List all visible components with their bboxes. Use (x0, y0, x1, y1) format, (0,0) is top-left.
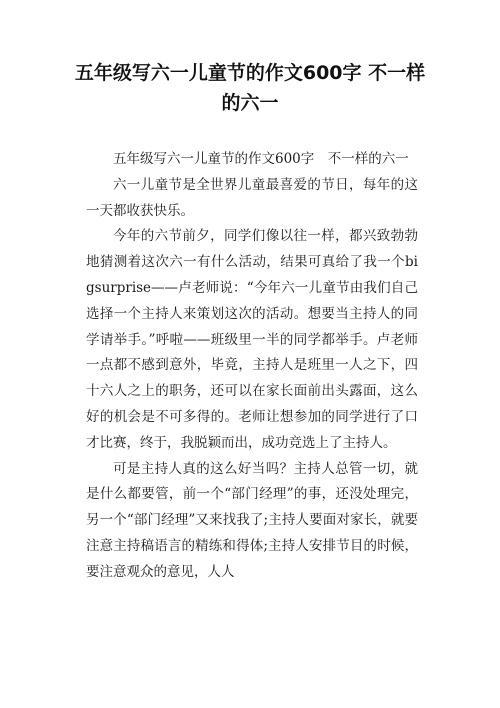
paragraph: 五年级写六一儿童节的作文600字 不一样的六一 (113, 151, 409, 167)
paragraph: 可是主持人真的这么好当吗？主持人总管一切，就是什么都要管，前一个“部门经理”的事，还没处理完，另一个“部门经理”又来找我了;主持人要面对家长，就要注意主持稿语言的精练和得体;主持人安排节目的时候，要注意观众的意见，人人 (86, 460, 418, 580)
document-title: 五年级写六一儿童节的作文600字 不一样的六一 (74, 62, 426, 114)
paragraph: 今年的六节前夕，同学们像以往一样，都兴致勃勃地猜测着这次六一有什么活动，结果可真给了我一个bigsurprise——卢老师说：“今年六一儿童节由我们自己选择一个主持人来策划这次的活动。想要当主持人的同学请举手。”呼啦——班级里一半的同学都举手。卢老师一点都不感到意外，毕竟，主持人是班里一人之下，四十六人之上的职务，还可以在家长面前出头露面，这么好的机会是不可多得的。老师让想参加的同学进行了口才比赛，终于，我脱颖而出，成功竞选上了主持人。 (86, 228, 418, 451)
document-body (86, 147, 418, 586)
paragraph: 六一儿童节是全世界儿童最喜爱的节日，每年的这一天都收获快乐。 (86, 176, 418, 219)
